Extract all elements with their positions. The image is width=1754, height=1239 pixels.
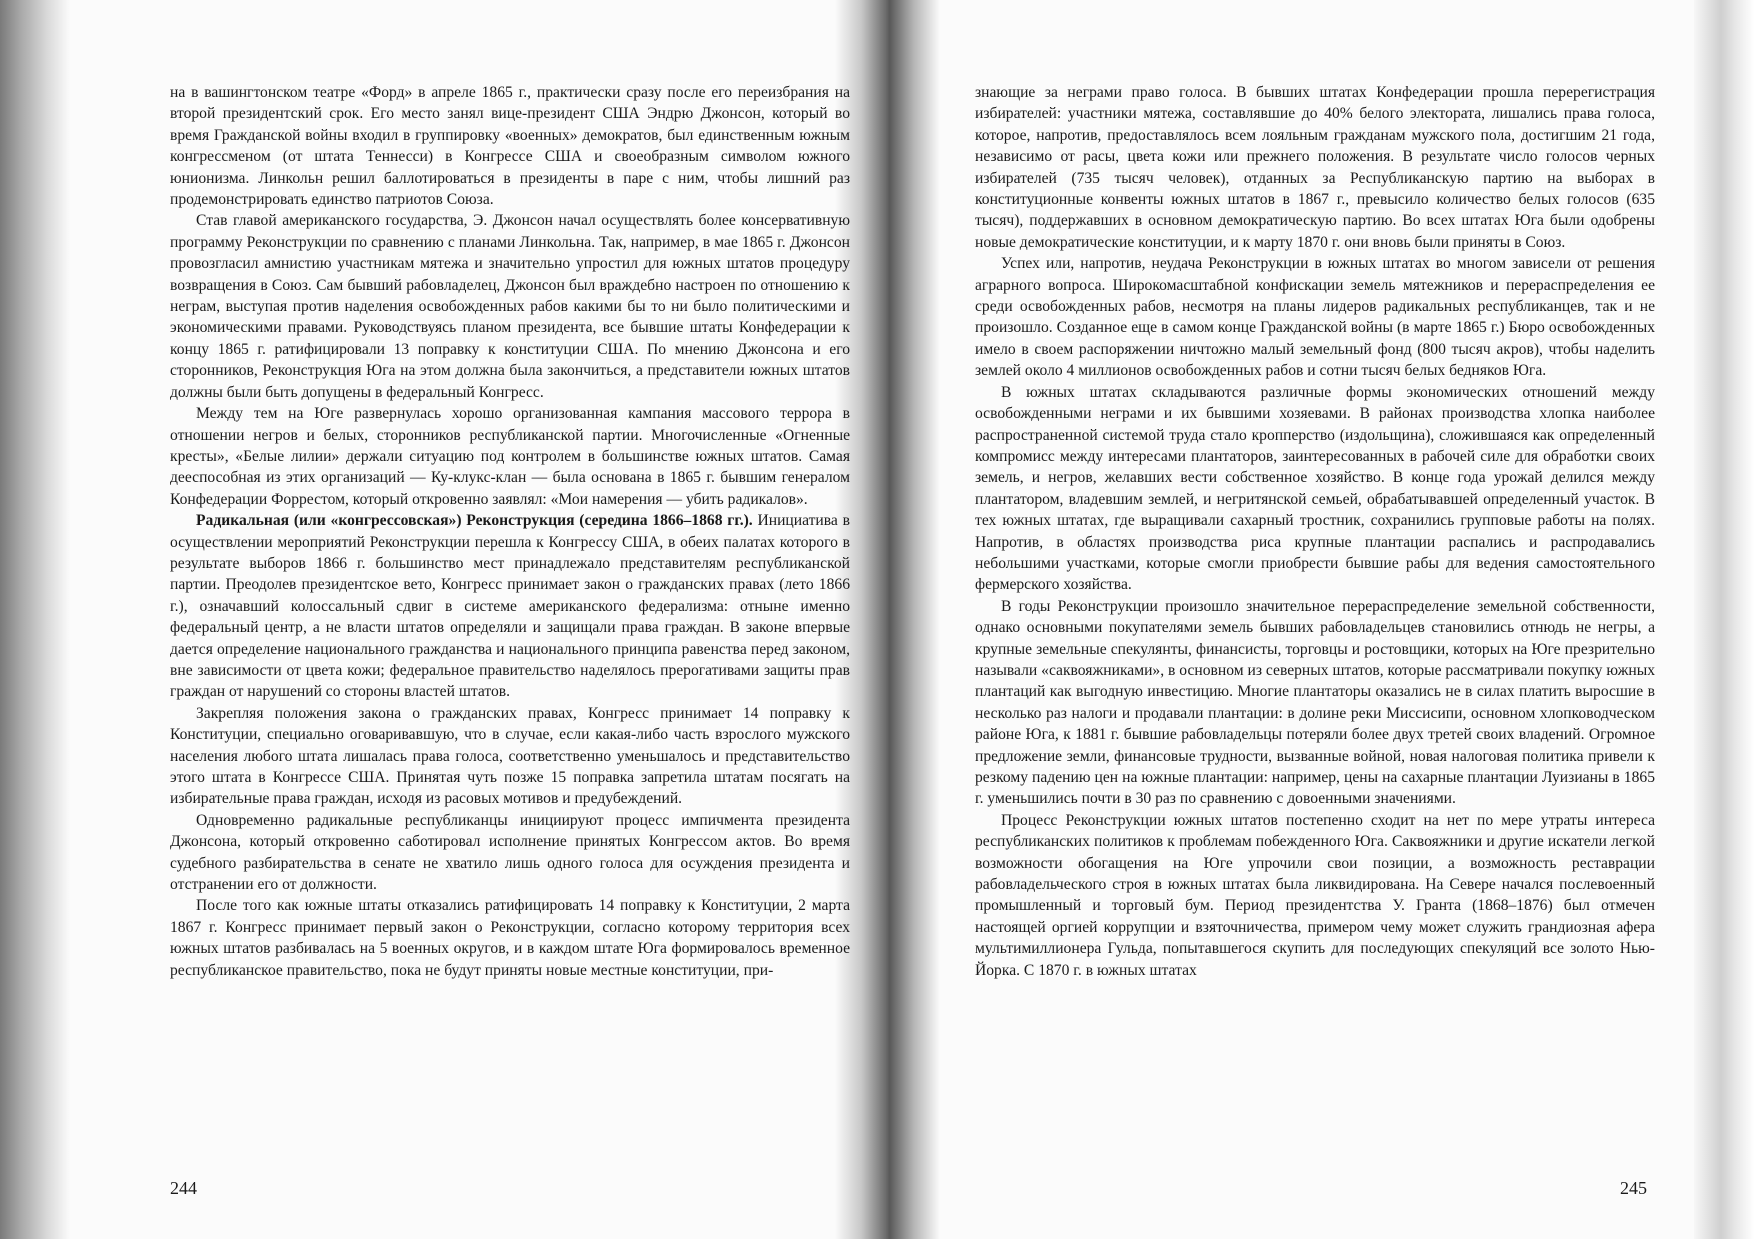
paragraph: на в вашингтонском театре «Форд» в апреле 1865 г., практически сразу после его переизбрания на второй президентский срок. Его место занял вице-президент США Эндрю Джонсон, который во время Гражданской войны входил в группировку «военных» демократов, был единственным южным конгрессменом (от штата Теннесси) в Конгрессе США и своеобразным символом южного юнионизма. Линкольн решил баллотироваться в президенты в паре с ним, чтобы лишний раз продемонстрировать единство патриотов Союза. [170,84,850,209]
paragraph: Между тем на Юге развернулась хорошо организованная кампания массового террора в отношении негров и белых, сторонников республиканской партии. Многочисленные «Огненные кресты», «Белые лилии» держали ситуацию под контролем в большинстве южных штатов. Самая дееспособная из этих организаций — Ку-клукс-клан — была основана в 1865 г. бывшим генералом Конфедерации Форрестом, который откровенно заявлял: «Мои намерения — убить радикалов». [170,405,850,508]
paragraph: Закрепляя положения закона о гражданских правах, Конгресс принимает 14 поправку к Конституции, специально оговаривавшую, что в случае, если какая-либо часть взрослого мужского населения любого штата лишалась права голоса, соответственно уменьшалось и представительство этого штата в Конгрессе США. Принятая чуть позже 15 поправка запретила штатам посягать на избирательные права граждан, исходя из расовых мотивов и предубеждений. [170,704,850,808]
section-heading: Радикальная (или «конгрессовская») Реконструкция (середина 1866–1868 гг.). [196,512,753,530]
left-page-text [170,82,850,981]
right-page-text [975,82,1655,981]
page-number-left: 244 [170,1178,197,1198]
paragraph: Одновременно радикальные республиканцы инициируют процесс импичмента президента Джонсона, который откровенно саботировал исполнение принятых Конгрессом актов. Во время судебного разбирательства в сенате не хватило лишь одного голоса для осуждения президента и отстранении его от должности. [170,811,850,894]
paragraph: знающие за неграми право голоса. В бывших штатах Конфедерации прошла перерегистрация избирателей: участники мятежа, составлявшие до 40% белого электората, лишались права голоса, которое, напротив, предоставлялось всем лояльным гражданам мужского пола, достигшим 21 года, независимо от расы, цвета кожи или прежнего положения. В результате число голосов черных избирателей (735 тысяч человек), отданных за Республиканскую партию на выборах в конституционные конвенты южных штатов в 1867 г., превысило количество белых голосов (635 тысяч), поддержавших в основном демократическую партию. Во всех штатах Юга были одобрены новые демократические конституции, и к марту 1870 г. они вновь были приняты в Союз. [975,84,1655,251]
left-page-edge-shadow [0,0,70,1239]
paragraph: Став главой американского государства, Э. Джонсон начал осуществлять более консервативную программу Реконструкции по сравнению с планами Линкольна. Так, например, в мае 1865 г. Джонсон провозгласил амнистию участникам мятежа и значительно упростил для южных штатов процедуру возвращения в Союз. Сам бывший рабовладелец, Джонсон был враждебно настроен по отношению к неграм, выступая против наделения освобожденных рабов какими бы то ни было политическими и экономическими правами. Руководствуясь планом президента, все бывшие штаты Конфедерации к концу 1865 г. ратифицировали 13 поправку к конституции США. По мнению Джонсона и его сторонников, Реконструкция Юга на этом должна была закончиться, а представители южных штатов должны были быть допущены в федеральный Конгресс. [170,212,850,401]
paragraph: В годы Реконструкции произошло значительное перераспределение земельной собственности, однако основными покупателями земель бывших рабовладельцев становились отнюдь не негры, а крупные земельные спекулянты, финансисты, торговцы и ростовщики, которых на Юге презрительно называли «саквояжниками», в основном из северных штатов, которые рассматривали покупку южных плантаций как выгодную инвестицию. Многие плантаторы оказались не в силах платить выросшие в несколько раз налоги и продавали плантации: в долине реки Миссисипи, основном хлопководческом районе Юга, к 1881 г. бывшие рабовладельцы потеряли более двух третей своих владений. Огромное предложение земли, финансовые трудности, вызванные войной, новая налоговая политика привели к резкому падению цен на южные плантации: например, цены на сахарные плантации Луизианы в 1865 г. уменьшились почти в 30 раз по сравнению с довоенными значениями. [975,597,1655,808]
right-page-edge-shadow [1694,0,1754,1239]
section-paragraph [170,510,850,703]
book-gutter-shadow [835,0,940,1239]
paragraph: Успех или, напротив, неудача Реконструкции в южных штатах во многом зависели от решения аграрного вопроса. Широкомасштабной конфискации земель мятежников и перераспределения ее среди освобожденных рабов, несмотря на планы лидеров радикальных республиканцев, так и не произошло. Созданное еще в самом конце Гражданской войны (в марте 1865 г.) Бюро освобожденных имело в своем распоряжении ничтожно малый земельный фонд (800 тысяч акров), чтобы наделить землей около 4 миллионов освобожденных рабов и сотни тысяч белых бедняков Юга. [975,255,1655,380]
page-number-right: 245 [1620,1178,1647,1198]
paragraph: Процесс Реконструкции южных штатов постепенно сходит на нет по мере утраты интереса республиканских политиков к проблемам побежденного Юга. Саквояжники и другие искатели легкой возможности обогащения на Юге упрочили свои позиции, а возможность реставрации рабовладельческого строя в южных штатах была ликвидирована. На Севере начался послевоенный промышленный и торговый бум. Период президентства У. Гранта (1868–1876) был отмечен настоящей оргией коррупции и взяточничества, примером чему может служить грандиозная афера мультимиллионера Гульда, попытавшегося скупить для последующих спекуляций все золото Нью-Йорка. С 1870 г. в южных штатах [975,811,1655,979]
paragraph: После того как южные штаты отказались ратифицировать 14 поправку к Конституции, 2 марта 1867 г. Конгресс принимает первый закон о Реконструкции, согласно которому территория всех южных штатов разбивалась на 5 военных округов, и в каждом штате Юга формировалось временное республиканское правительство, пока не будут приняты новые местные конституции, при- [170,897,850,979]
paragraph: В южных штатах складываются различные формы экономических отношений между освобожденными неграми и их бывшими хозяевами. В районах производства хлопка наиболее распространенной системой труда стало кропперство (издольщина), сложившаяся как определенный компромисс между интересами плантаторов, заинтересованных в рабочей силе для обработки своих земель, и негров, желавших вести собственное хозяйство. В конце года урожай делился между плантатором, владевшим землей, и негритянской семьей, обрабатывавшей определенный участок. В тех южных штатах, где выращивали сахарный тростник, сохранились групповые работы на полях. Напротив, в областях производства риса крупные плантации распались и распродавались небольшими участками, которые смогли приобрести бывшие рабы для ведения самостоятельного фермерского хозяйства. [975,383,1655,594]
section-text: Инициатива в осуществлении мероприятий Реконструкции перешла к Конгрессу США, в обеих палатах которого в результате выборов 1866 г. большинство мест принадлежало представителям республиканской партии. Преодолев президентское вето, Конгресс принимает закон о гражданских правах (лето 1866 г.), означавший колоссальный сдвиг в системе американского федерализма: отныне именно федеральный центр, а не власти штатов определяли и защищали права граждан. В законе впервые дается определение национального гражданства и национального принципа равенства перед законом, вне зависимости от цвета кожи; федеральное правительство наделялось прерогативами защиты прав граждан от нарушений со стороны властей штатов. [170,512,850,701]
